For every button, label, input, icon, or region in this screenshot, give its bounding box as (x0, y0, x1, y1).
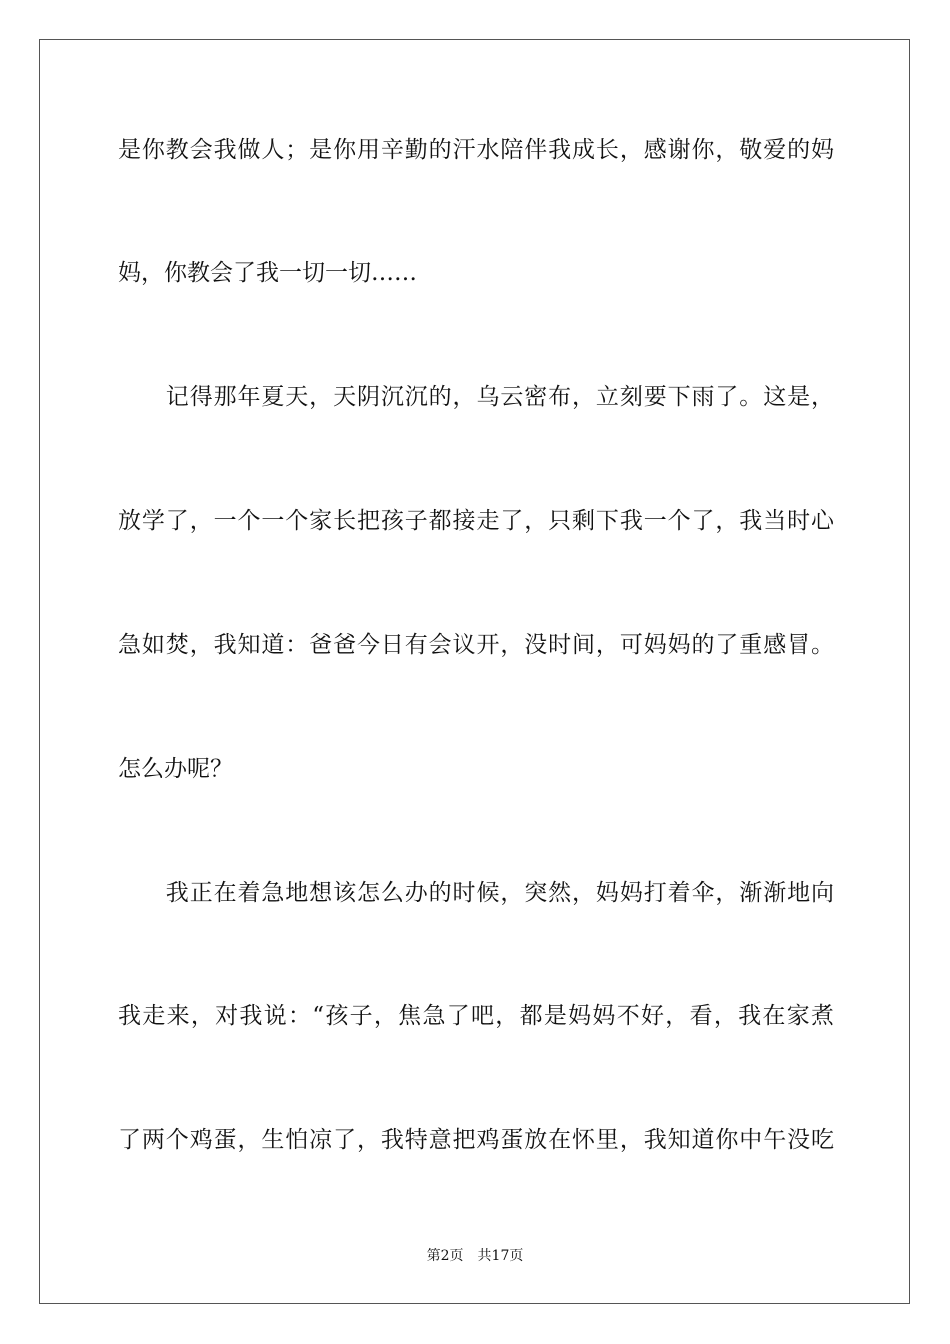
body-text-line: 是你教会我做人；是你用辛勤的汗水陪伴我成长，感谢你，敬爱的妈 (118, 137, 834, 163)
body-text-line: 妈，你教会了我一切一切…… (118, 260, 417, 286)
body-text-line: 急如焚，我知道：爸爸今日有会议开，没时间，可妈妈的了重感冒。 (118, 632, 834, 658)
body-text-line: 放学了，一个一个家长把孩子都接走了，只剩下我一个了，我当时心 (118, 508, 834, 534)
page-number-footer: 第2页 共17页 (426, 1248, 524, 1264)
body-text-line: 了两个鸡蛋，生怕凉了，我特意把鸡蛋放在怀里，我知道你中午没吃 (118, 1127, 834, 1153)
body-text-line: 我走来，对我说：“孩子，焦急了吧，都是妈妈不好，看，我在家煮 (118, 1003, 834, 1029)
body-text-line: 记得那年夏天，天阴沉沉的，乌云密布，立刻要下雨了。这是， (118, 384, 834, 410)
page-border (39, 39, 910, 1304)
body-text-line: 我正在着急地想该怎么办的时候，突然，妈妈打着伞，渐渐地向 (118, 880, 834, 906)
body-text-line: 怎么办呢？ (118, 756, 233, 782)
